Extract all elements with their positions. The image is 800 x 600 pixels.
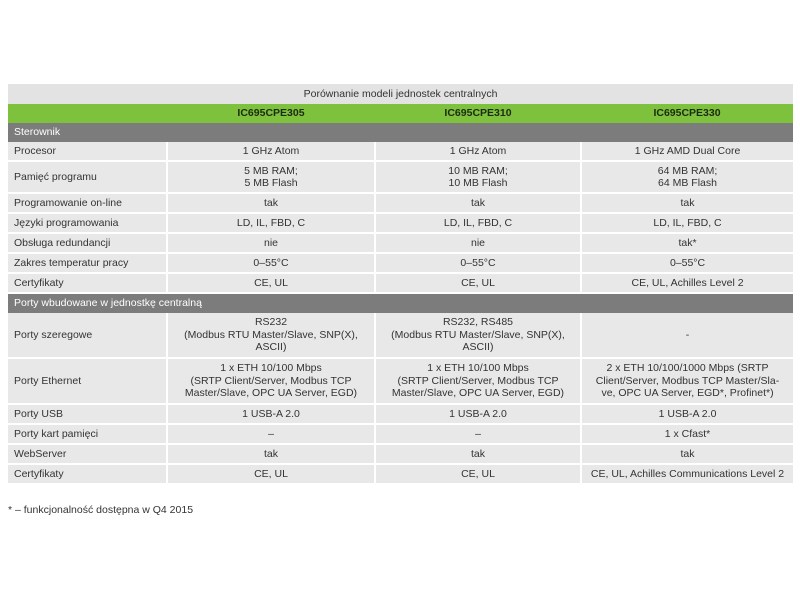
table-cell: 1 GHz Atom	[167, 142, 375, 161]
table-row	[8, 313, 793, 358]
table-cell: 10 MB RAM; 10 MB Flash	[375, 161, 581, 193]
row-label: Porty szeregowe	[8, 313, 167, 358]
model-header: IC695CPE330	[581, 104, 793, 123]
table-row	[8, 213, 793, 233]
footnote: * – funkcjonalność dostępna w Q4 2015	[8, 504, 194, 516]
table-cell: CE, UL, Achilles Communications Level 2	[581, 464, 793, 484]
table-row	[8, 253, 793, 273]
table-cell: CE, UL	[375, 273, 581, 293]
table-cell: 1 USB-A 2.0	[375, 404, 581, 424]
table-cell: tak	[581, 444, 793, 464]
model-header: IC695CPE305	[167, 104, 375, 123]
table-cell: –	[375, 424, 581, 444]
row-label: Procesor	[8, 142, 167, 161]
table-row	[8, 358, 793, 404]
table-cell: 1 x ETH 10/100 Mbps (SRTP Client/Server, Modbus TCP Master/Slave, OPC UA Server, EGD)	[167, 358, 375, 404]
comparison-table-wrapper	[8, 84, 793, 485]
table-cell: 1 USB-A 2.0	[581, 404, 793, 424]
row-label: Porty USB	[8, 404, 167, 424]
table-cell: 1 GHz Atom	[375, 142, 581, 161]
row-label: Języki programowania	[8, 213, 167, 233]
section-header: Porty wbudowane w jednostkę centralną	[8, 293, 793, 313]
table-cell: 1 x ETH 10/100 Mbps (SRTP Client/Server, Modbus TCP Master/Slave, OPC UA Server, EGD)	[375, 358, 581, 404]
table-cell: 0–55°C	[167, 253, 375, 273]
model-header-empty	[8, 104, 167, 123]
table-cell: LD, IL, FBD, C	[375, 213, 581, 233]
table-cell: tak*	[581, 233, 793, 253]
table-row	[8, 193, 793, 213]
table-cell: 1 x Cfast*	[581, 424, 793, 444]
table-cell: tak	[581, 193, 793, 213]
table-cell: CE, UL	[167, 273, 375, 293]
table-cell: tak	[167, 193, 375, 213]
row-label: Certyfikaty	[8, 464, 167, 484]
table-cell: tak	[375, 193, 581, 213]
table-cell: nie	[167, 233, 375, 253]
table-row	[8, 464, 793, 484]
table-row	[8, 142, 793, 161]
table-cell: LD, IL, FBD, C	[167, 213, 375, 233]
row-label: Certyfikaty	[8, 273, 167, 293]
row-label: Porty kart pamięci	[8, 424, 167, 444]
table-row	[8, 404, 793, 424]
model-header: IC695CPE310	[375, 104, 581, 123]
table-row	[8, 424, 793, 444]
table-cell: 5 MB RAM; 5 MB Flash	[167, 161, 375, 193]
table-row	[8, 233, 793, 253]
table-cell: CE, UL	[167, 464, 375, 484]
row-label: Zakres temperatur pracy	[8, 253, 167, 273]
table-cell: LD, IL, FBD, C	[581, 213, 793, 233]
row-label: Obsługa redundancji	[8, 233, 167, 253]
table-cell: CE, UL, Achilles Level 2	[581, 273, 793, 293]
table-cell: RS232, RS485 (Modbus RTU Master/Slave, SNP(X), ASCII)	[375, 313, 581, 358]
table-cell: 1 USB-A 2.0	[167, 404, 375, 424]
section-header: Sterownik	[8, 123, 793, 142]
section-header-row	[8, 123, 793, 142]
table-cell: tak	[167, 444, 375, 464]
table-cell: 1 GHz AMD Dual Core	[581, 142, 793, 161]
table-row	[8, 444, 793, 464]
table-cell: 2 x ETH 10/100/1000 Mbps (SRTP Client/Server, Modbus TCP Master/Sla- ve, OPC UA Server, EGD*, Profinet*)	[581, 358, 793, 404]
model-header-row	[8, 104, 793, 123]
section-header-row	[8, 293, 793, 313]
table-row	[8, 161, 793, 193]
table-cell: 0–55°C	[581, 253, 793, 273]
table-cell: CE, UL	[375, 464, 581, 484]
row-label: Programowanie on-line	[8, 193, 167, 213]
row-label: WebServer	[8, 444, 167, 464]
table-cell: 64 MB RAM; 64 MB Flash	[581, 161, 793, 193]
table-title: Porównanie modeli jednostek centralnych	[8, 84, 793, 104]
row-label: Porty Ethernet	[8, 358, 167, 404]
table-cell: tak	[375, 444, 581, 464]
table-title-row	[8, 84, 793, 104]
table-cell: nie	[375, 233, 581, 253]
row-label: Pamięć programu	[8, 161, 167, 193]
comparison-table	[8, 84, 793, 485]
table-row	[8, 273, 793, 293]
table-cell: –	[167, 424, 375, 444]
table-cell: 0–55°C	[375, 253, 581, 273]
table-cell: RS232 (Modbus RTU Master/Slave, SNP(X), ASCII)	[167, 313, 375, 358]
table-cell: -	[581, 313, 793, 358]
